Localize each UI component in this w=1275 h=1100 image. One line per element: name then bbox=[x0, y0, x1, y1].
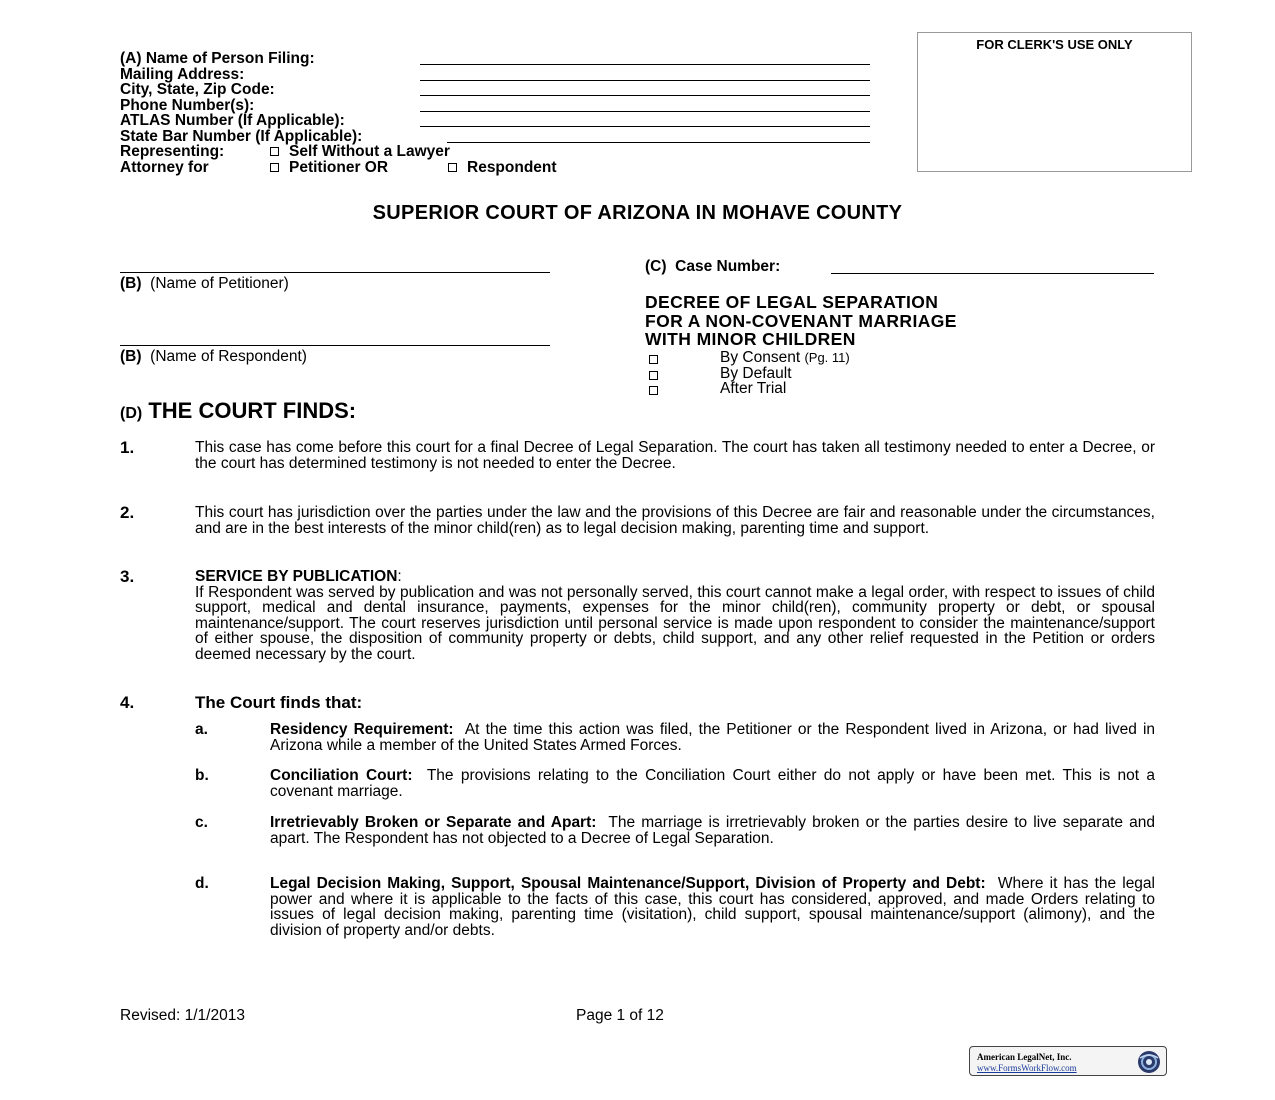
case-number-label: Case Number: bbox=[675, 258, 781, 275]
mailing-address-row bbox=[120, 67, 880, 83]
atlas-field[interactable] bbox=[420, 126, 870, 127]
decree-title: DECREE OF LEGAL SEPARATION FOR A NON-COVENANT MARRIAGE WITH MINOR CHILDREN bbox=[645, 292, 957, 349]
filer-name-label: (A) Name of Person Filing: bbox=[120, 50, 315, 67]
phone-row bbox=[120, 98, 880, 114]
mailing-address-field[interactable] bbox=[420, 80, 870, 81]
bar-field[interactable] bbox=[447, 142, 870, 143]
finding-4c: c. Irretrievably Broken or Separate and Apart: The marriage is irretrievably broken or the parties desire to live separate and apart. The Respondent has not objected to a Decree of Legal Separation. bbox=[195, 814, 1156, 847]
case-number: (C) Case Number: bbox=[645, 259, 780, 275]
revised-date: Revised: 1/1/2013 bbox=[120, 1007, 245, 1024]
american-legalnet-logo[interactable]: American LegalNet, Inc. www.FormsWorkFlow.com bbox=[969, 1046, 1167, 1076]
service-by-publication-title: SERVICE BY PUBLICATION bbox=[195, 568, 398, 585]
bar-label: State Bar Number (If Applicable): bbox=[120, 127, 363, 145]
finding-1: 1. This case has come before this court for a final Decree of Legal Separation. The court has taken all testimony needed to enter a Decree, or the court has determined testimony is not needed to enter the Decree. bbox=[120, 438, 1155, 472]
atlas-label: ATLAS Number (If Applicable): bbox=[120, 112, 345, 129]
globe-icon bbox=[1136, 1049, 1162, 1075]
formsworkflow-link[interactable]: www.FormsWorkFlow.com bbox=[977, 1063, 1077, 1073]
respondent-option-label: Respondent bbox=[467, 158, 557, 176]
respondent-name-field[interactable] bbox=[120, 332, 550, 346]
petitioner-option-label: Petitioner OR bbox=[289, 158, 389, 176]
attorney-row bbox=[120, 160, 880, 176]
court-title: SUPERIOR COURT OF ARIZONA IN MOHAVE COUNTY bbox=[372, 202, 903, 224]
after-trial-checkbox[interactable] bbox=[649, 386, 658, 395]
mailing-address-label: Mailing Address: bbox=[120, 65, 245, 83]
finding-3: 3. SERVICE BY PUBLICATION: If Respondent was served by publication and was not personally served, this court cannot make a legal order, with respect to issues of child support, medical and dental insurance, payments, expenses for the minor child(ren), community property or debt, or spousal maintenance/support. The court reserves jurisdiction until personal service is made upon respondent to consider the maintenance/support of either spouse, the disposition of community property or debts, child support, and any other relief requested in the Petition or orders deemed necessary by the court. bbox=[120, 567, 1155, 663]
finding-4a: a. Residency Requirement: At the time this action was filed, the Petitioner or the Respondent lived in Arizona, or had lived in Arizona while a member of the United States Armed Forces. bbox=[195, 721, 1156, 754]
representing-row bbox=[120, 144, 880, 160]
phone-field[interactable] bbox=[420, 111, 870, 112]
petitioner-checkbox[interactable] bbox=[270, 163, 279, 172]
filer-name-row bbox=[120, 51, 880, 67]
city-label: City, State, Zip Code: bbox=[120, 81, 275, 98]
city-row bbox=[120, 82, 880, 98]
filer-name-field[interactable] bbox=[420, 64, 870, 65]
case-number-field[interactable] bbox=[831, 273, 1154, 274]
respondent-checkbox[interactable] bbox=[448, 163, 457, 172]
city-field[interactable] bbox=[420, 95, 870, 96]
finding-4d: d. Legal Decision Making, Support, Spousal Maintenance/Support, Division of Property and Debt: Where it has the legal power and where it is applicable to the facts of this case, this court has considered, approved, and made Orders relating to issues of legal decision making, parenting time (visitation), child support, spousal maintenance/support (alimony), and the division of property and/or debts. bbox=[195, 875, 1155, 939]
representing-label: Representing: bbox=[120, 143, 225, 160]
petitioner-label: (B) (Name of Petitioner) bbox=[120, 275, 289, 292]
attorney-label: Attorney for bbox=[120, 158, 209, 176]
finding-4b: b. Conciliation Court: The provisions relating to the Conciliation Court either do not apply or have been met. This is not a covenant marriage. bbox=[195, 767, 1155, 800]
bar-row bbox=[120, 129, 880, 145]
clerk-use-label: FOR CLERK'S USE ONLY bbox=[976, 37, 1133, 52]
finding-2: 2. This court has jurisdiction over the parties under the law and the provisions of this Decree are fair and reasonable under the circumstances, and are in the best interests of the minor child(ren) as to legal decision making, parenting time and support. bbox=[120, 503, 1155, 537]
self-checkbox[interactable] bbox=[270, 147, 279, 156]
petitioner-name-field[interactable] bbox=[120, 259, 550, 273]
findings-heading: (D) THE COURT FINDS: bbox=[120, 398, 357, 423]
clerk-use-box bbox=[917, 32, 1192, 172]
filer-info bbox=[120, 51, 880, 175]
atlas-row bbox=[120, 113, 880, 129]
by-default-checkbox[interactable] bbox=[649, 371, 658, 380]
phone-label: Phone Number(s): bbox=[120, 96, 255, 114]
self-option-label: Self Without a Lawyer bbox=[289, 143, 450, 160]
finding-4: 4. The Court finds that: bbox=[120, 693, 363, 712]
page-number: Page 1 of 12 bbox=[576, 1007, 664, 1024]
respondent-label: (B) (Name of Respondent) bbox=[120, 348, 307, 365]
by-consent-checkbox[interactable] bbox=[649, 355, 658, 364]
